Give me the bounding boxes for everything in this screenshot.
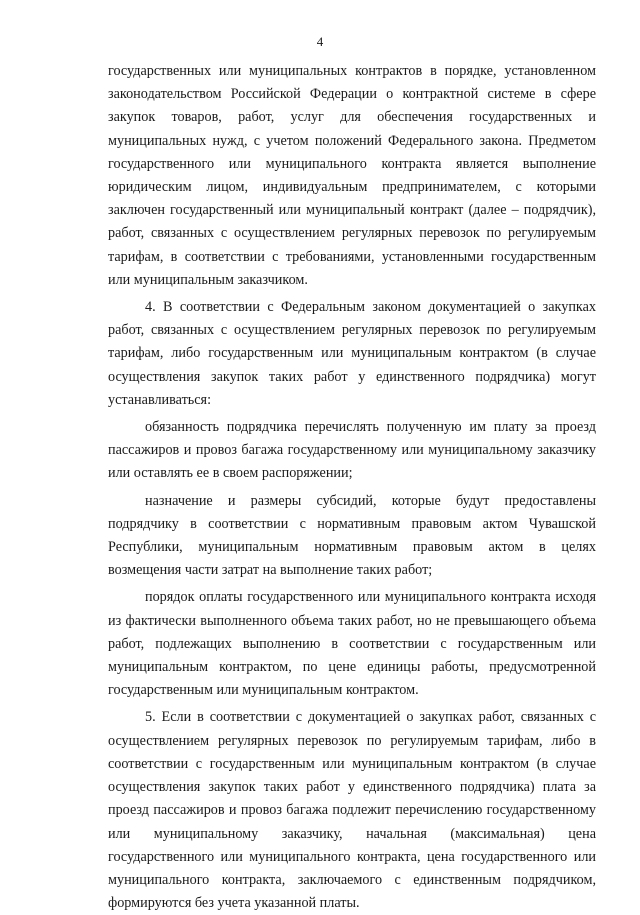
paragraph-subsidies: назначение и размеры субсидий, которые будут предоставлены подрядчику в соответствии с нормативным правовым актом Чувашской Республики, муниципальным нормативным правовым актом в целях возмещения части затрат на выполнение таких работ; — [108, 492, 596, 579]
paragraph-continuation: государственных или муниципальных контрактов в порядке, установленном законодательством Российской Федерации о контрактной системе в сфере закупок товаров, работ, услуг для обеспечения государственных и муниципальных нужд, с учетом положений Федерального закона. Предметом государственного или муниципального контракта является выполнение юридическим лицом, индивидуальным предпринимателем, с которыми заключен государственный или муниципальный контракт (далее – подрядчик), работ, связанных с осуществлением регулярных перевозок по регулируемым тарифам, в соответствии с требованиями, установленными государственным или муниципальным заказчиком. — [108, 63, 596, 288]
document-body — [108, 60, 596, 915]
paragraph-payment-order: порядок оплаты государственного или муниципального контракта исходя из фактически выполненного объема таких работ, но не превышающего объема работ, подлежащих выполнению в соответствии с государственным или муниципальным контрактом, по цене единицы работы, предусмотренной государственным или муниципальным контрактом. — [108, 589, 596, 699]
paragraph-clause-4: 4. В соответствии с Федеральным законом документацией о закупках работ, связанных с осуществлением регулярных перевозок по регулируемым тарифам, либо государственным или муниципальным контрактом (в случае осуществления закупок таких работ у единственного подрядчика) могут устанавливаться: — [108, 299, 596, 408]
paragraph-obligation: обязанность подрядчика перечислять полученную им плату за проезд пассажиров и провоз багажа государственному или муниципальному заказчику или оставлять ее в своем распоряжении; — [108, 419, 596, 482]
page-number: 4 — [316, 34, 324, 49]
paragraph-clause-5: 5. Если в соответствии с документацией о закупках работ, связанных с осуществлением регулярных перевозок по регулируемым тарифам, либо в соответствии с государственным или муниципальным контрактом (в случае осуществления закупок таких работ у единственного подрядчика) плата за проезд пассажиров и провоз багажа подлежит перечислению государственному или муниципальному заказчику, начальная (максимальная) цена государственного или муниципального контракта, цена государственного или муниципального контракта, заключаемого с единственным подрядчиком, формируются без учета указанной платы. — [108, 709, 596, 912]
